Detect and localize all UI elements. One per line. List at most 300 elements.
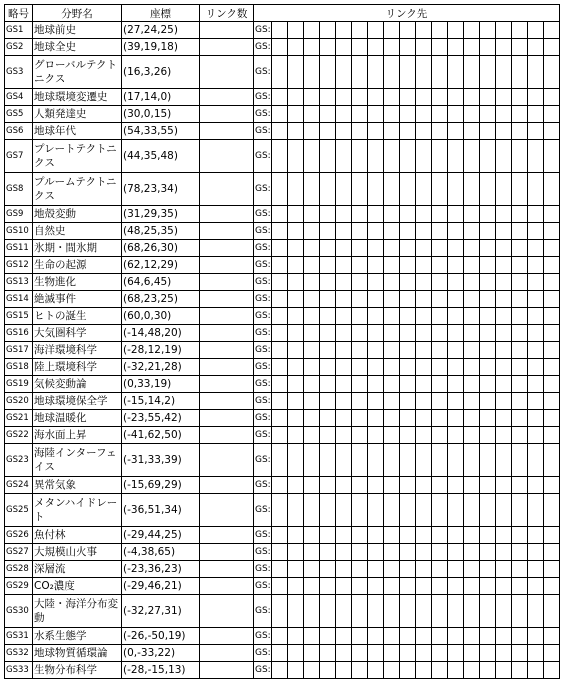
row-link-slot (287, 257, 303, 274)
header-code: 略号 (5, 5, 33, 22)
row-link-prefix: GS: (254, 308, 272, 325)
row-link-slot (399, 206, 415, 223)
row-code: GS28 (5, 561, 33, 578)
row-link-slot (319, 39, 335, 56)
table-row (5, 578, 560, 595)
row-link-slot (319, 645, 335, 662)
row-field-name: 大規模山火事 (33, 544, 122, 561)
row-link-slot (303, 173, 319, 206)
row-link-count (200, 645, 254, 662)
row-link-slot (271, 257, 287, 274)
row-link-slot (383, 444, 399, 477)
row-link-slot (335, 123, 351, 140)
row-link-slot (383, 140, 399, 173)
row-field-name: 絶滅事件 (33, 291, 122, 308)
row-link-slot (431, 257, 447, 274)
row-field-name: 生物分布科学 (33, 662, 122, 679)
row-link-slot (463, 56, 479, 89)
row-link-slot (287, 527, 303, 544)
row-link-prefix: GS: (254, 662, 272, 679)
row-field-name: 海陸インターフェイス (33, 444, 122, 477)
row-link-slot (431, 240, 447, 257)
row-link-slot (479, 123, 495, 140)
row-link-count (200, 106, 254, 123)
row-link-slot (527, 308, 543, 325)
row-link-slot (447, 544, 463, 561)
row-link-slot (431, 527, 447, 544)
row-link-slot (431, 628, 447, 645)
row-link-slot (351, 257, 367, 274)
row-link-slot (399, 240, 415, 257)
table-row (5, 628, 560, 645)
row-link-slot (479, 477, 495, 494)
row-link-slot (287, 410, 303, 427)
row-code: GS4 (5, 89, 33, 106)
row-link-slot (303, 477, 319, 494)
row-link-slot (495, 544, 511, 561)
row-link-slot (367, 427, 383, 444)
row-link-slot (383, 342, 399, 359)
row-link-slot (511, 561, 527, 578)
row-link-slot (335, 274, 351, 291)
row-link-slot (271, 645, 287, 662)
row-link-count (200, 291, 254, 308)
row-link-slot (431, 173, 447, 206)
row-link-slot (495, 645, 511, 662)
row-link-slot (479, 544, 495, 561)
table-row (5, 393, 560, 410)
row-field-name: 気候変動論 (33, 376, 122, 393)
row-link-prefix: GS: (254, 561, 272, 578)
row-link-slot (399, 291, 415, 308)
row-field-name: CO₂濃度 (33, 578, 122, 595)
row-link-slot (495, 342, 511, 359)
row-link-slot (399, 544, 415, 561)
row-link-slot (319, 173, 335, 206)
row-link-slot (303, 359, 319, 376)
row-link-slot (367, 359, 383, 376)
row-link-prefix: GS: (254, 628, 272, 645)
row-link-slot (431, 206, 447, 223)
row-link-slot (479, 494, 495, 527)
row-link-slot (527, 578, 543, 595)
row-link-slot (271, 89, 287, 106)
row-link-slot (383, 22, 399, 39)
row-link-slot (367, 106, 383, 123)
row-link-slot (495, 477, 511, 494)
row-link-count (200, 56, 254, 89)
row-link-prefix: GS: (254, 22, 272, 39)
row-field-name: ヒトの誕生 (33, 308, 122, 325)
row-link-count (200, 527, 254, 544)
row-link-slot (527, 342, 543, 359)
row-link-slot (335, 39, 351, 56)
row-link-count (200, 140, 254, 173)
row-link-slot (543, 89, 559, 106)
row-link-slot (527, 393, 543, 410)
row-link-slot (463, 444, 479, 477)
row-link-slot (495, 308, 511, 325)
table-row (5, 444, 560, 477)
row-link-slot (543, 106, 559, 123)
row-field-name: 地球年代 (33, 123, 122, 140)
row-link-slot (463, 477, 479, 494)
row-link-slot (463, 308, 479, 325)
row-link-slot (463, 410, 479, 427)
row-field-name: 地殻変動 (33, 206, 122, 223)
row-link-slot (271, 359, 287, 376)
table-row (5, 376, 560, 393)
row-link-slot (383, 257, 399, 274)
row-link-slot (511, 89, 527, 106)
row-link-slot (447, 494, 463, 527)
row-link-slot (543, 325, 559, 342)
row-link-slot (479, 662, 495, 679)
row-link-slot (543, 140, 559, 173)
row-link-slot (479, 427, 495, 444)
row-link-slot (479, 561, 495, 578)
row-link-slot (351, 376, 367, 393)
row-link-slot (431, 561, 447, 578)
row-link-slot (367, 494, 383, 527)
row-link-slot (303, 595, 319, 628)
row-code: GS10 (5, 223, 33, 240)
row-link-slot (511, 662, 527, 679)
row-link-slot (479, 291, 495, 308)
row-link-slot (303, 291, 319, 308)
row-link-slot (303, 662, 319, 679)
row-coordinates: (-23,55,42) (122, 410, 200, 427)
row-link-slot (495, 123, 511, 140)
row-link-slot (335, 240, 351, 257)
row-link-slot (287, 173, 303, 206)
row-link-slot (399, 662, 415, 679)
row-link-slot (511, 645, 527, 662)
row-code: GS13 (5, 274, 33, 291)
row-link-prefix: GS: (254, 140, 272, 173)
row-link-slot (271, 628, 287, 645)
row-link-slot (463, 595, 479, 628)
row-link-slot (271, 544, 287, 561)
row-link-slot (431, 342, 447, 359)
row-field-name: 海洋環境科学 (33, 342, 122, 359)
row-code: GS20 (5, 393, 33, 410)
row-link-slot (511, 628, 527, 645)
row-link-slot (287, 223, 303, 240)
row-link-slot (335, 89, 351, 106)
row-link-slot (271, 578, 287, 595)
row-link-slot (287, 325, 303, 342)
row-link-slot (543, 561, 559, 578)
row-link-prefix: GS: (254, 106, 272, 123)
row-link-slot (367, 223, 383, 240)
row-link-slot (367, 527, 383, 544)
table-row (5, 223, 560, 240)
row-coordinates: (-29,46,21) (122, 578, 200, 595)
row-link-slot (383, 359, 399, 376)
row-link-slot (303, 22, 319, 39)
row-coordinates: (30,0,15) (122, 106, 200, 123)
row-link-slot (319, 444, 335, 477)
row-link-slot (271, 427, 287, 444)
table-row (5, 359, 560, 376)
row-link-slot (495, 393, 511, 410)
row-coordinates: (64,6,45) (122, 274, 200, 291)
row-link-slot (415, 123, 431, 140)
row-link-slot (415, 527, 431, 544)
row-link-count (200, 257, 254, 274)
row-link-slot (495, 223, 511, 240)
row-link-slot (415, 342, 431, 359)
row-link-slot (431, 595, 447, 628)
row-link-slot (399, 477, 415, 494)
row-link-slot (271, 410, 287, 427)
row-link-prefix: GS: (254, 240, 272, 257)
header-link-count: リンク数 (200, 5, 254, 22)
row-link-slot (447, 628, 463, 645)
row-link-prefix: GS: (254, 376, 272, 393)
row-link-slot (335, 342, 351, 359)
row-link-slot (479, 325, 495, 342)
row-link-slot (431, 359, 447, 376)
row-link-slot (367, 561, 383, 578)
row-link-slot (415, 56, 431, 89)
row-link-prefix: GS: (254, 342, 272, 359)
row-link-slot (543, 56, 559, 89)
row-link-slot (463, 140, 479, 173)
row-link-slot (319, 106, 335, 123)
row-link-slot (367, 140, 383, 173)
row-link-slot (543, 427, 559, 444)
row-link-slot (511, 477, 527, 494)
row-coordinates: (-28,12,19) (122, 342, 200, 359)
row-link-slot (319, 89, 335, 106)
row-code: GS9 (5, 206, 33, 223)
row-link-slot (399, 173, 415, 206)
row-link-slot (495, 240, 511, 257)
row-link-slot (543, 494, 559, 527)
row-link-slot (511, 22, 527, 39)
row-link-slot (287, 376, 303, 393)
row-link-slot (303, 89, 319, 106)
row-link-slot (319, 662, 335, 679)
row-link-slot (399, 427, 415, 444)
row-link-slot (415, 393, 431, 410)
row-link-slot (335, 628, 351, 645)
row-coordinates: (54,33,55) (122, 123, 200, 140)
row-link-slot (399, 444, 415, 477)
row-field-name: プルームテクトニクス (33, 173, 122, 206)
row-link-slot (335, 393, 351, 410)
row-link-slot (319, 22, 335, 39)
row-field-name: 地球前史 (33, 22, 122, 39)
row-link-slot (399, 561, 415, 578)
row-link-count (200, 494, 254, 527)
row-link-slot (495, 662, 511, 679)
row-link-slot (479, 173, 495, 206)
row-link-slot (399, 494, 415, 527)
row-link-slot (319, 140, 335, 173)
row-link-slot (383, 308, 399, 325)
row-link-slot (415, 477, 431, 494)
row-link-slot (527, 410, 543, 427)
row-link-slot (447, 477, 463, 494)
row-coordinates: (-32,21,28) (122, 359, 200, 376)
row-link-slot (399, 56, 415, 89)
row-link-slot (495, 494, 511, 527)
row-link-count (200, 561, 254, 578)
row-link-slot (431, 544, 447, 561)
row-link-slot (335, 595, 351, 628)
row-link-slot (527, 645, 543, 662)
row-link-slot (511, 56, 527, 89)
row-field-name: 地球物質循環論 (33, 645, 122, 662)
row-link-slot (447, 325, 463, 342)
row-link-slot (447, 56, 463, 89)
row-code: GS7 (5, 140, 33, 173)
row-link-slot (399, 274, 415, 291)
row-link-slot (319, 308, 335, 325)
row-link-slot (287, 544, 303, 561)
row-link-slot (319, 342, 335, 359)
row-link-slot (495, 206, 511, 223)
row-link-slot (463, 342, 479, 359)
row-link-slot (479, 240, 495, 257)
row-link-slot (511, 173, 527, 206)
row-link-slot (335, 561, 351, 578)
row-link-slot (271, 56, 287, 89)
row-link-slot (511, 527, 527, 544)
row-link-slot (543, 291, 559, 308)
row-link-slot (511, 140, 527, 173)
row-link-slot (431, 106, 447, 123)
row-link-slot (415, 444, 431, 477)
row-link-slot (335, 477, 351, 494)
row-coordinates: (62,12,29) (122, 257, 200, 274)
row-link-slot (447, 22, 463, 39)
row-link-slot (303, 308, 319, 325)
row-link-slot (511, 444, 527, 477)
row-field-name: 陸上環境科学 (33, 359, 122, 376)
row-coordinates: (-26,-50,19) (122, 628, 200, 645)
row-coordinates: (-32,27,31) (122, 595, 200, 628)
row-link-slot (351, 89, 367, 106)
row-link-slot (479, 527, 495, 544)
row-coordinates: (68,23,25) (122, 291, 200, 308)
row-link-slot (367, 628, 383, 645)
row-link-slot (415, 106, 431, 123)
row-link-slot (287, 291, 303, 308)
row-code: GS27 (5, 544, 33, 561)
row-code: GS22 (5, 427, 33, 444)
table-row (5, 106, 560, 123)
row-link-slot (383, 410, 399, 427)
row-link-slot (415, 89, 431, 106)
table-row (5, 527, 560, 544)
row-link-slot (415, 39, 431, 56)
row-link-slot (527, 494, 543, 527)
row-link-slot (335, 22, 351, 39)
row-link-slot (287, 393, 303, 410)
row-field-name: 海水面上昇 (33, 427, 122, 444)
row-link-slot (399, 308, 415, 325)
row-link-prefix: GS: (254, 427, 272, 444)
row-link-slot (351, 645, 367, 662)
row-link-slot (335, 223, 351, 240)
row-link-slot (447, 561, 463, 578)
row-link-slot (399, 39, 415, 56)
row-link-slot (543, 359, 559, 376)
row-link-slot (479, 308, 495, 325)
row-link-count (200, 274, 254, 291)
row-link-slot (527, 173, 543, 206)
row-coordinates: (60,0,30) (122, 308, 200, 325)
row-link-slot (463, 561, 479, 578)
row-code: GS8 (5, 173, 33, 206)
row-link-slot (543, 578, 559, 595)
row-link-slot (447, 206, 463, 223)
row-link-slot (431, 56, 447, 89)
row-link-slot (431, 578, 447, 595)
row-link-slot (287, 427, 303, 444)
row-link-prefix: GS: (254, 410, 272, 427)
row-link-slot (415, 22, 431, 39)
row-field-name: 深層流 (33, 561, 122, 578)
row-link-slot (543, 645, 559, 662)
row-link-slot (415, 206, 431, 223)
row-link-slot (271, 527, 287, 544)
row-link-slot (479, 89, 495, 106)
row-code: GS3 (5, 56, 33, 89)
row-link-slot (495, 595, 511, 628)
row-link-slot (527, 662, 543, 679)
row-link-slot (463, 645, 479, 662)
row-link-slot (479, 376, 495, 393)
row-link-count (200, 427, 254, 444)
row-link-slot (447, 578, 463, 595)
row-field-name: 氷期・間氷期 (33, 240, 122, 257)
row-link-slot (543, 628, 559, 645)
row-link-slot (319, 393, 335, 410)
row-link-slot (399, 393, 415, 410)
row-link-slot (335, 427, 351, 444)
row-link-slot (495, 22, 511, 39)
row-link-slot (351, 410, 367, 427)
row-link-slot (463, 325, 479, 342)
row-link-slot (543, 223, 559, 240)
row-link-slot (431, 308, 447, 325)
row-link-slot (271, 325, 287, 342)
row-link-slot (511, 257, 527, 274)
row-link-slot (479, 359, 495, 376)
table-row (5, 39, 560, 56)
table-row (5, 206, 560, 223)
row-link-slot (319, 376, 335, 393)
row-link-slot (287, 578, 303, 595)
row-link-slot (463, 223, 479, 240)
row-link-slot (495, 140, 511, 173)
row-link-slot (447, 140, 463, 173)
row-link-slot (447, 393, 463, 410)
row-link-slot (399, 410, 415, 427)
row-link-slot (543, 274, 559, 291)
row-link-slot (271, 342, 287, 359)
row-link-slot (511, 494, 527, 527)
row-link-slot (527, 291, 543, 308)
row-link-slot (335, 291, 351, 308)
row-link-slot (543, 393, 559, 410)
row-link-slot (431, 645, 447, 662)
